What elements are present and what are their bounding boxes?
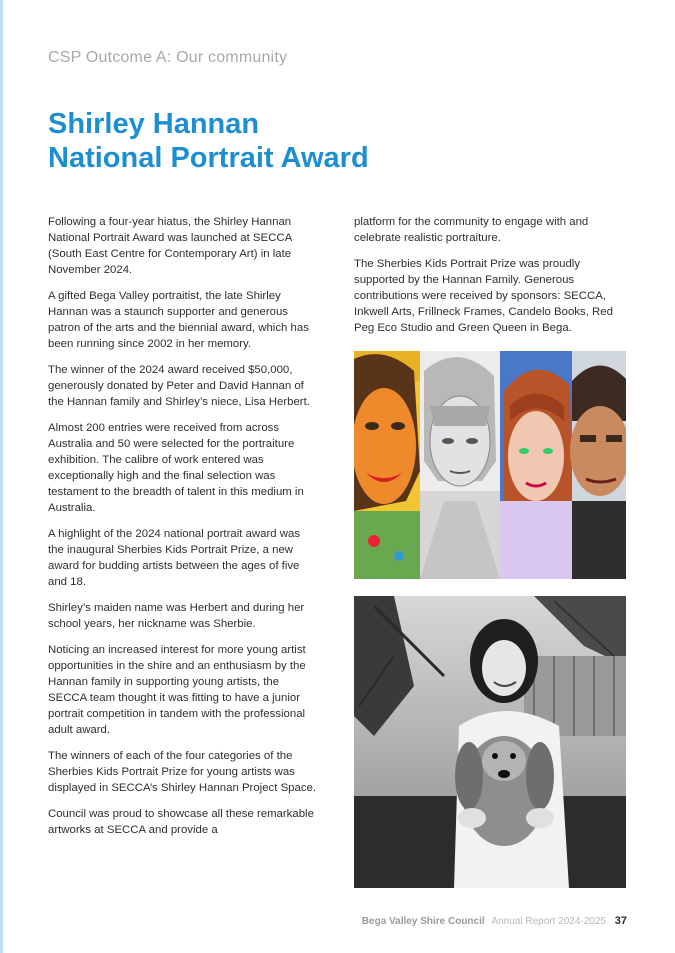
page-footer xyxy=(362,915,627,927)
paragraph: platform for the community to engage with and celebrate realistic portraiture. xyxy=(354,216,589,244)
left-text-column xyxy=(48,214,318,848)
footer-report-title: Annual Report 2024-2025 xyxy=(491,916,606,927)
paragraph: A gifted Bega Valley portraitist, the late Shirley Hannan was a staunch supporter and generous patron of the arts and the biennial award, which has been running since 2002 in her memory. xyxy=(48,290,309,350)
paragraph: Council was proud to showcase all these remarkable artworks at SECCA and provide a xyxy=(48,808,314,836)
right-text-column xyxy=(354,214,626,346)
title-line-1: Shirley Hannan xyxy=(48,108,260,140)
portrait-panel-1 xyxy=(354,351,420,579)
paragraph: Noticing an increased interest for more young artist opportunities in the shire and an enthusiasm by the Hannan family in supporting young artists, the SECCA team thought it was fitting to have a junior portrait competition in tandem with the professional adult award. xyxy=(48,644,306,736)
paragraph: The winner of the 2024 award received $50,000, generously donated by Peter and David Hannan of the Hannan family and Shirley’s niece, Lisa Herbert. xyxy=(48,364,310,408)
paragraph: The winners of each of the four categories of the Sherbies Kids Portrait Prize for young artists was displayed in SECCA’s Shirley Hannan Project Space. xyxy=(48,750,317,794)
kids-portraits-collage-image xyxy=(354,351,626,579)
footer-org-name: Bega Valley Shire Council xyxy=(361,916,485,927)
shirley-with-dog-photo xyxy=(354,596,626,888)
title-line-2: National Portrait Award xyxy=(48,142,369,174)
paragraph: Shirley’s maiden name was Herbert and during her school years, her nickname was Sherbie. xyxy=(48,602,305,630)
portrait-panel-3 xyxy=(500,351,572,579)
page-edge-stripe xyxy=(0,0,3,953)
portrait-panel-2 xyxy=(420,351,500,579)
section-label: CSP Outcome A: Our community xyxy=(48,49,288,66)
page-number: 37 xyxy=(614,915,627,927)
paragraph: The Sherbies Kids Portrait Prize was proudly supported by the Hannan Family. Generous contributions were received by sponsors: SECCA, Inkwell Arts, Frillneck Frames, Candelo Books, Red Peg Eco Studio and Green Queen in Bega. xyxy=(354,258,613,334)
portrait-panel-4 xyxy=(570,351,626,579)
paragraph: A highlight of the 2024 national portrait award was the inaugural Sherbies Kids Portrait Prize, a new award for budding artists between the ages of five and 18. xyxy=(48,528,301,588)
page-title xyxy=(48,107,369,175)
paragraph: Almost 200 entries were received from across Australia and 50 were selected for the portraiture exhibition. The calibre of work entered was exceptionally high and the final selection was testament to the breadth of talent in this medium in Australia. xyxy=(48,422,304,514)
paragraph: Following a four-year hiatus, the Shirley Hannan National Portrait Award was launched at SECCA (South East Centre for Contemporary Art) in late November 2024. xyxy=(48,216,292,276)
